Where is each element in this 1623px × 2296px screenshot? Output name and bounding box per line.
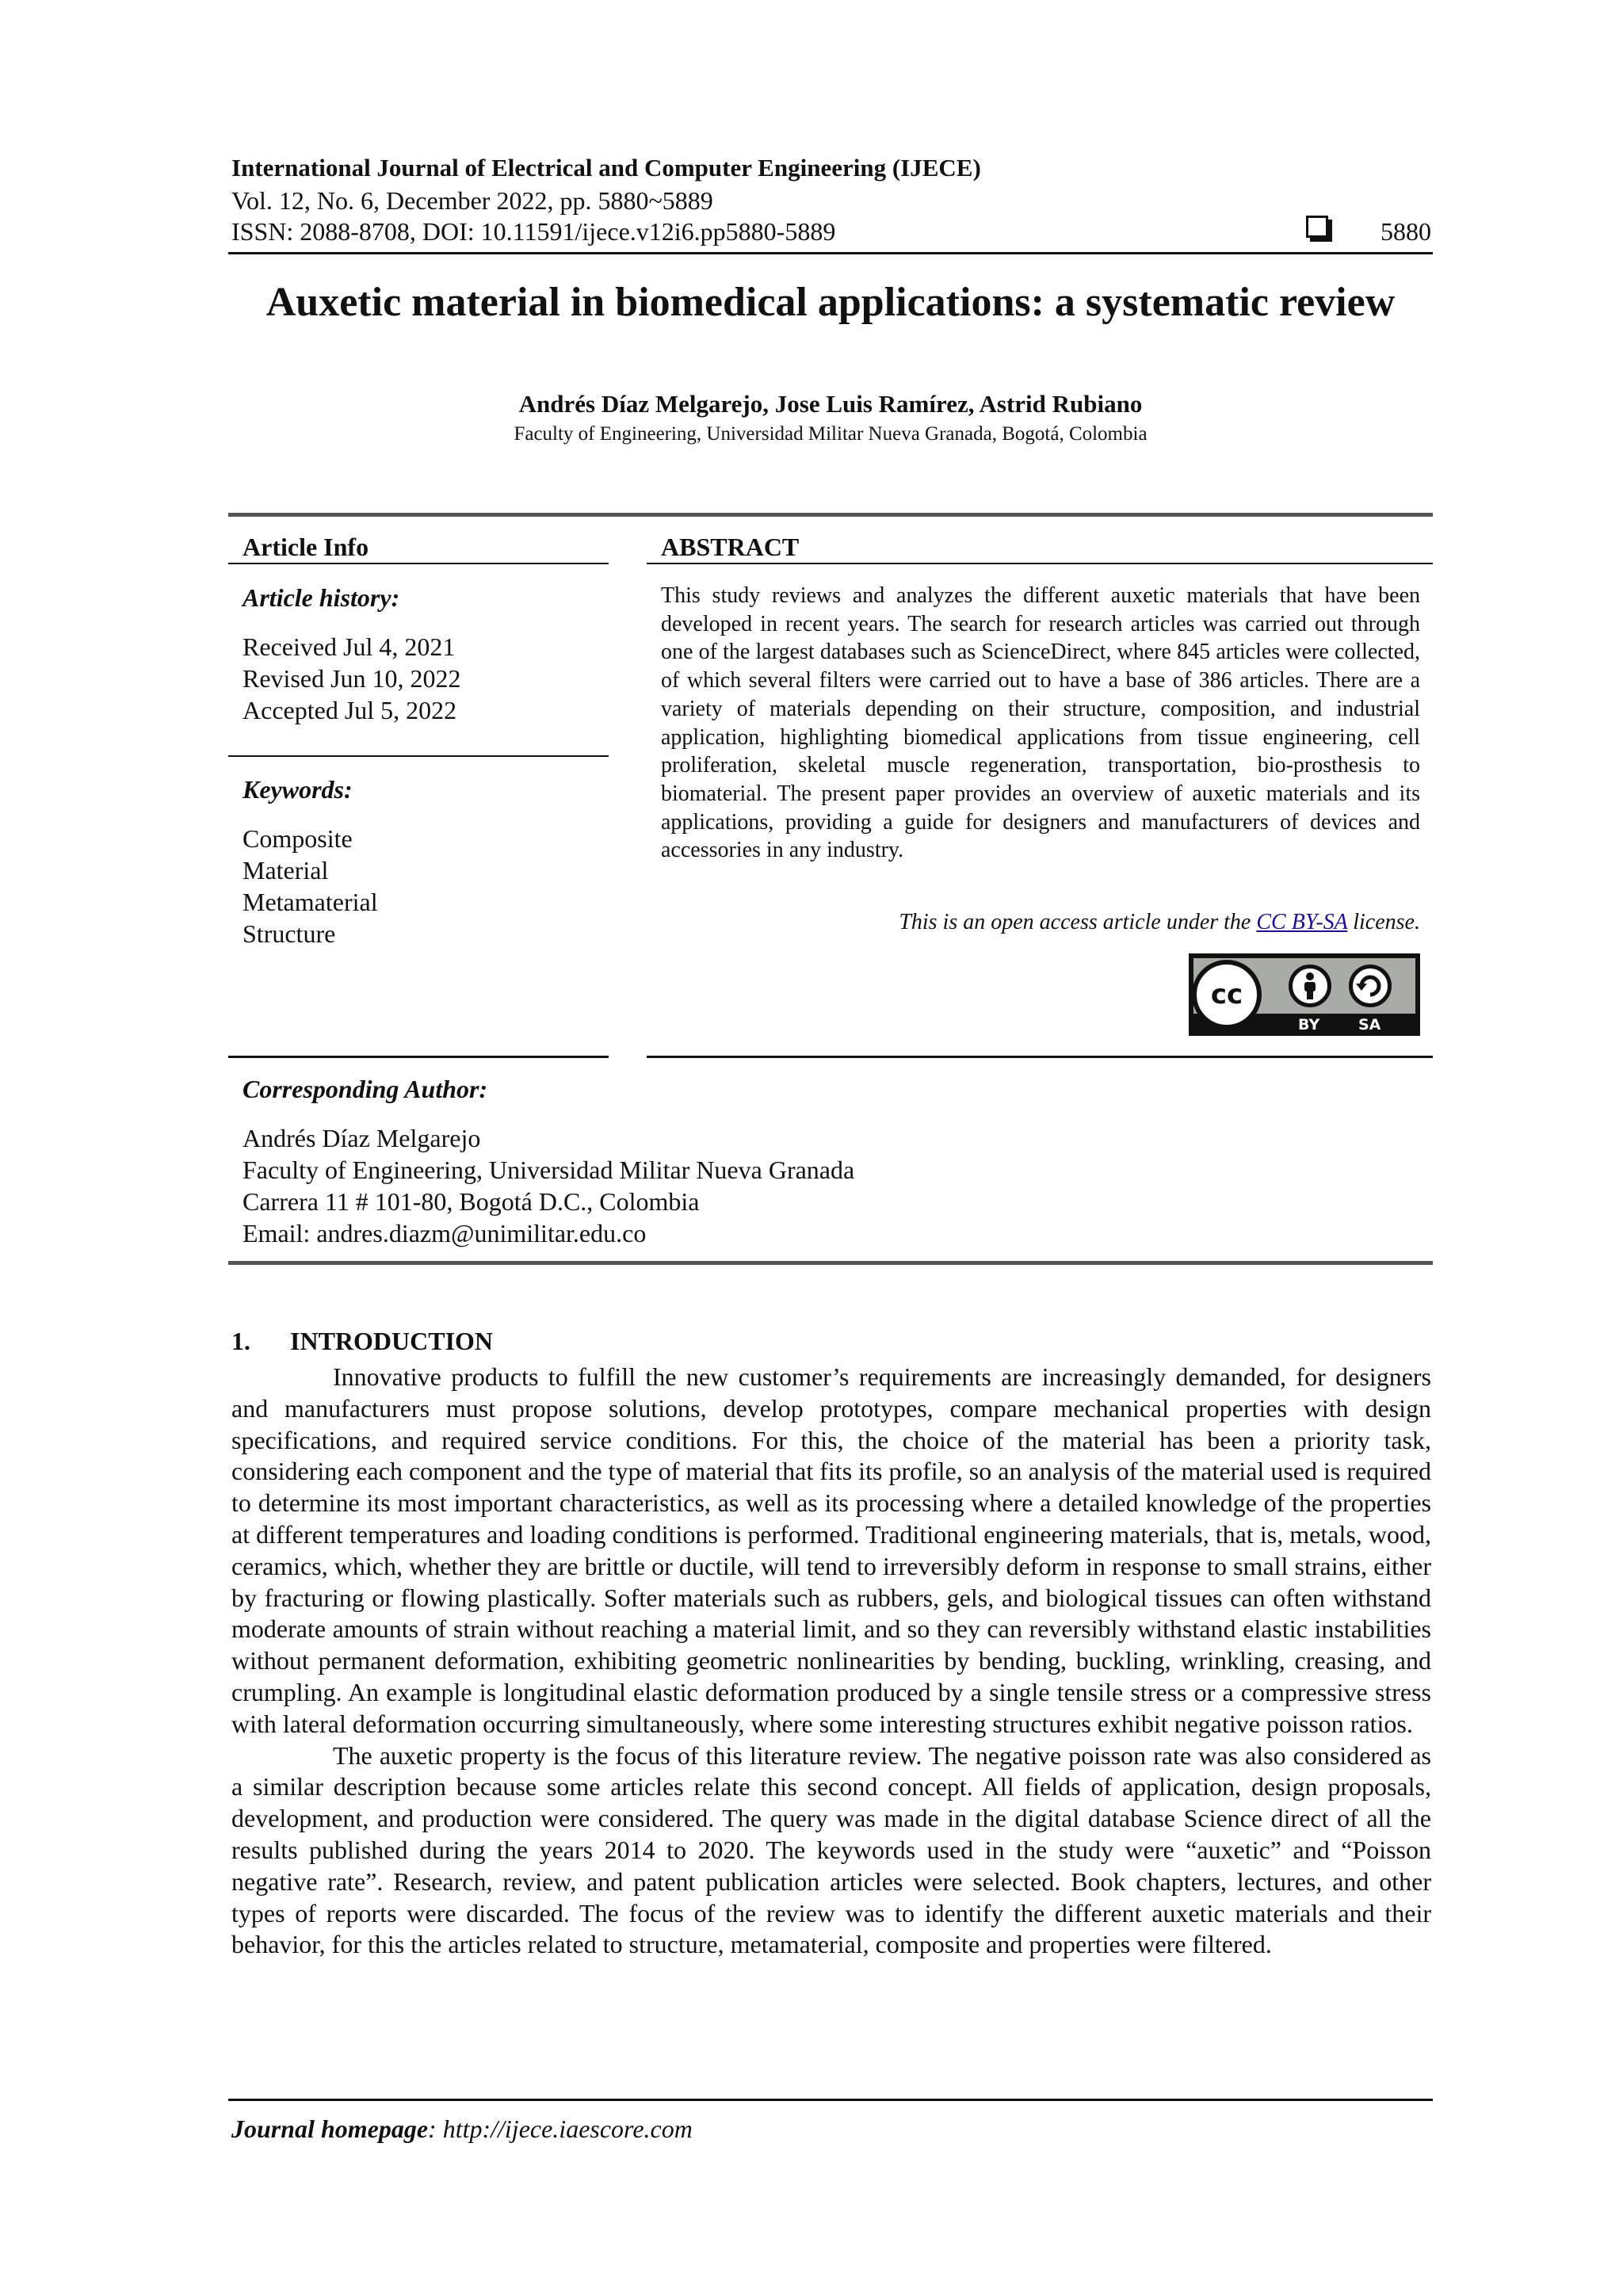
introduction-body [231,1362,1431,1961]
author-name: Andrés Díaz Melgarejo [242,1124,481,1152]
keywords-label: Keywords: [242,775,353,804]
license-prefix: This is an open access article under the [899,910,1257,934]
cc-logo-text: cc [1210,979,1243,1010]
abstract-bottom-rule [647,1056,1433,1058]
header-divider [228,252,1433,254]
homepage-url[interactable]: : http://ijece.iaescore.com [428,2115,693,2143]
paper-title: Auxetic material in biomedical applications: a systematic review [265,280,1396,325]
corresponding-author-heading: Corresponding Author: [242,1075,488,1103]
article-info-heading: Article Info [242,533,369,561]
section-number: 1. [231,1327,250,1355]
info-box-bottom-rule [228,1261,1433,1265]
affiliation: Faculty of Engineering, Universidad Militar Nueva Granada, Bogotá, Colombia [514,423,1148,445]
accepted-date: Accepted Jul 5, 2022 [242,696,457,724]
received-date: Received Jul 4, 2021 [242,632,456,661]
issn-doi-line: ISSN: 2088-8708, DOI: 10.11591/ijece.v12i6.pp5880-5889 [231,217,836,246]
article-info-bottom-rule [228,1056,609,1058]
cc-icon [1192,960,1262,1030]
journal-homepage [231,2115,693,2144]
license-suffix: license. [1347,910,1420,934]
abstract-heading: ABSTRACT [661,533,800,561]
keyword-item: Composite [242,824,353,853]
keywords-rule [228,755,609,757]
homepage-label: Journal homepage [231,2115,429,2143]
article-info-rule [228,563,609,564]
abstract-text: This study reviews and analyzes the different auxetic materials that have been developed in recent years. The search for research articles was carried out through one of the largest databases such as ScienceDirect, where 845 articles were collected, of which several filters were carried out to have a base of 386 articles. There are a variety of materials depending on their structure, composition, and industrial application, highlighting biomedical applications from tissue engineering, cell proliferation, skeletal muscle regeneration, transportation, bio-prosthesis to biomaterial. The present paper provides an overview of auxetic materials and its applications, providing a guide for designers and manufacturers of devices and accessories in any industry. [661,583,1420,863]
footer-divider [228,2099,1433,2101]
page-number: 5880 [1381,217,1431,246]
author-department: Faculty of Engineering, Universidad Militar Nueva Granada [242,1156,855,1184]
license-link[interactable]: CC BY-SA [1256,910,1348,934]
keyword-item: Metamaterial [242,888,378,916]
attribution-person-icon [1289,965,1331,1007]
revised-date: Revised Jun 10, 2022 [242,664,461,693]
license-line [661,910,1420,935]
author-email: Email: andres.diazm@unimilitar.edu.co [242,1219,647,1247]
intro-paragraph: The auxetic property is the focus of this literature review. The negative poisson rate was also considered as a similar description because some articles relate this second concept. All fields of application, design proposals, development, and production were considered. The query was made in the digital database Science direct of all the results published during the years 2014 to 2020. The keywords used in the study were “auxetic” and “Poisson negative rate”. Research, review, and patent publication articles were selected. Book chapters, lectures, and other types of reports were discarded. The focus of the review was to identify the different auxetic materials and their behavior, for this the articles related to structure, metamaterial, composite and properties were filtered. [231,1740,1431,1959]
article-history-label: Article history: [242,583,400,612]
badge-by-label: BY [1298,1016,1320,1033]
keyword-item: Material [242,856,329,884]
badge-sa-label: SA [1358,1016,1381,1033]
abstract-rule [647,563,1433,564]
share-alike-icon [1349,965,1392,1007]
journal-name: International Journal of Electrical and Computer Engineering (IJECE) [231,154,981,181]
cc-by-sa-badge[interactable] [1189,953,1420,1036]
keyword-item: Structure [242,919,336,948]
intro-paragraph: Innovative products to fulfill the new customer’s requirements are increasingly demanded, for designers and manufacturers must propose solutions, develop prototypes, compare mechanical properties with design specifications, and required service conditions. For this, the choice of the material has been a priority task, considering each component and the type of material that fits its profile, so an analysis of the material used is required to determine its most important characteristics, as well as its processing where a detailed knowledge of the properties at different temperatures and loading conditions is performed. Traditional engineering materials, that is, metals, wood, ceramics, which, whether they are brittle or ductile, will tend to irreversibly deform in response to small strains, either by fracturing or flowing plastically. Softer materials such as rubbers, gels, and biological tissues can often withstand moderate amounts of strain without reaching a material limit, and so they can reversibly withstand elastic instabilities without permanent deformation, exhibiting geometric nonlinearities by bending, buckling, wrinkling, creasing, and crumpling. An example is longitudinal elastic deformation produced by a single tensile stress or a compressive stress with lateral deformation occurring simultaneously, where some interesting structures exhibit negative poisson ratios. [231,1362,1431,1738]
author-address: Carrera 11 # 101-80, Bogotá D.C., Colombia [242,1187,700,1216]
volume-line: Vol. 12, No. 6, December 2022, pp. 5880~5889 [231,186,713,215]
section-heading: INTRODUCTION [290,1327,494,1355]
box-icon [1306,216,1328,238]
info-box-top-rule [228,513,1433,517]
authors: Andrés Díaz Melgarejo, Jose Luis Ramírez, Astrid Rubiano [518,390,1143,418]
